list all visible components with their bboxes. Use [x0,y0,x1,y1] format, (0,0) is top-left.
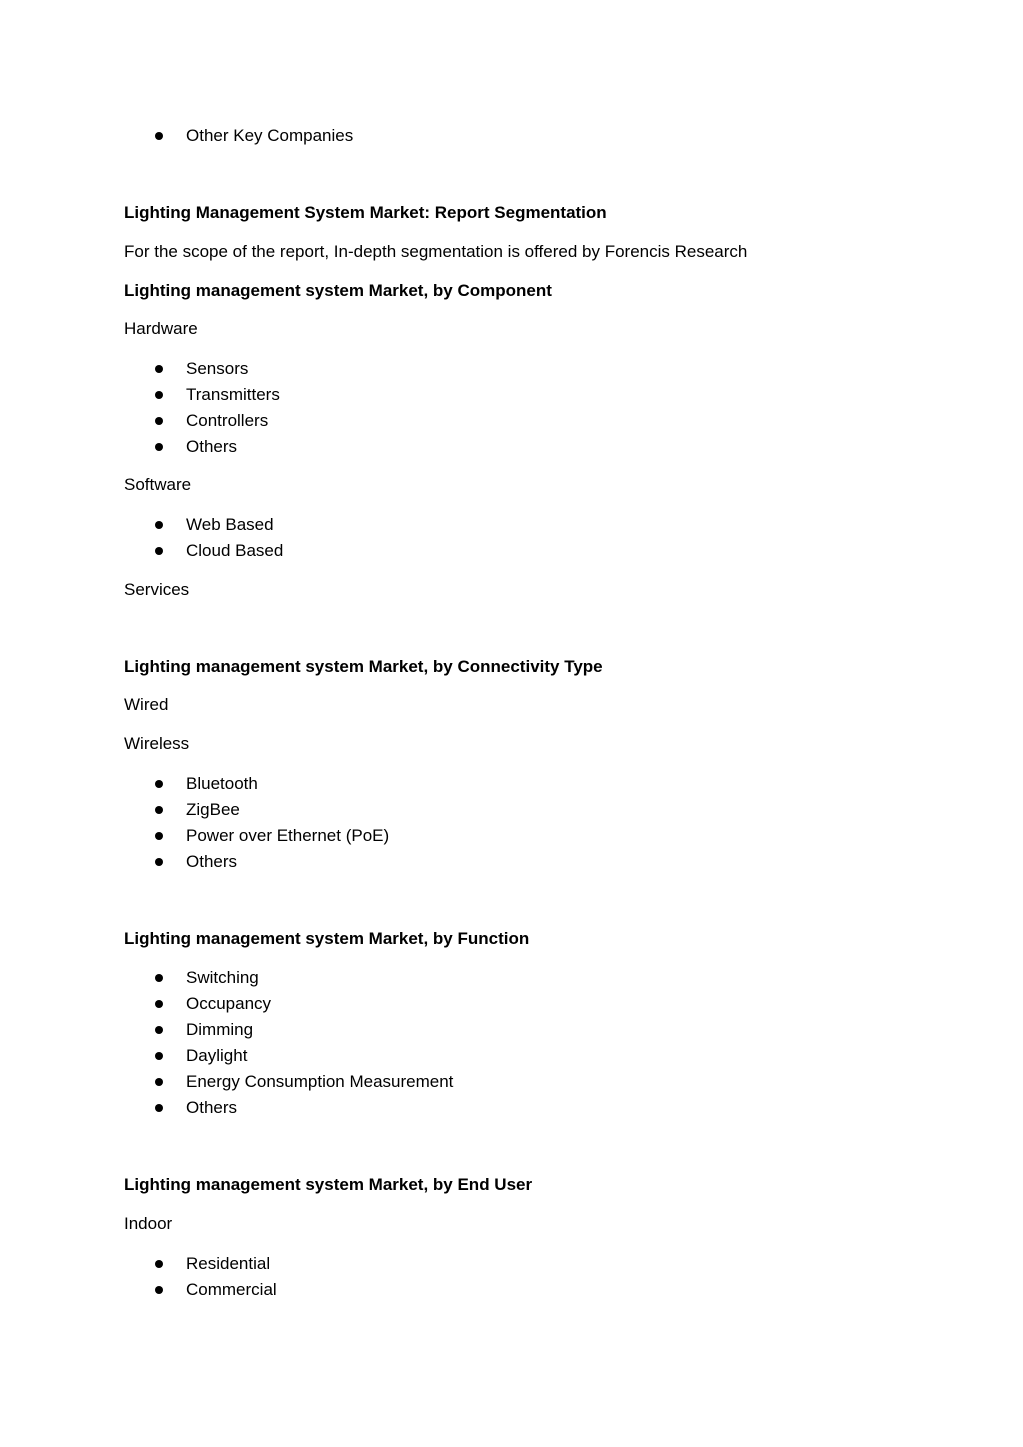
list-item-label: Others [186,852,238,871]
list-item [0,1280,900,1300]
subheading-software: Software [124,475,192,494]
list-item-label: Others [186,1098,238,1117]
list-item-label: Power over Ethernet (PoE) [186,826,390,845]
subheading-hardware: Hardware [124,319,198,338]
bullet-icon [155,1104,163,1112]
section-heading-component: Lighting management system Market, by Component [124,281,552,300]
bullet-icon [155,1000,163,1008]
list-item [0,1046,900,1066]
section-heading-end-user: Lighting management system Market, by End User [124,1175,533,1194]
bullet-icon [155,1286,163,1294]
bullet-icon [155,1260,163,1268]
list-item [0,852,900,872]
bullet-icon [155,132,163,140]
list-item-label: Daylight [186,1046,248,1065]
list-item [0,800,900,820]
list-item [0,1020,900,1040]
bullet-icon [155,832,163,840]
list-item [0,774,900,794]
list-item-label: ZigBee [186,800,240,819]
bullet-icon [155,1052,163,1060]
list-item [0,1254,900,1274]
list-item [0,385,900,405]
bullet-icon [155,521,163,529]
bullet-icon [155,365,163,373]
bullet-icon [155,974,163,982]
list-item [0,826,900,846]
bullet-icon [155,780,163,788]
list-item-label: Energy Consumption Measurement [186,1072,454,1091]
subheading-indoor: Indoor [124,1214,173,1233]
list-item-label: Cloud Based [186,541,284,560]
list-item-label: Occupancy [186,994,272,1013]
bullet-icon [155,417,163,425]
list-item-label: Controllers [186,411,269,430]
list-item [0,126,900,146]
bullet-icon [155,858,163,866]
list-item-label: Other Key Companies [186,126,354,145]
bullet-icon [155,547,163,555]
list-item [0,411,900,431]
segmentation-intro: For the scope of the report, In-depth segmentation is offered by Forencis Research [124,242,748,261]
list-item [0,541,900,561]
list-item-label: Web Based [186,515,274,534]
list-item-label: Commercial [186,1280,277,1299]
list-item-label: Bluetooth [186,774,258,793]
list-item [0,515,900,535]
list-item-label: Transmitters [186,385,280,404]
bullet-icon [155,391,163,399]
list-item [0,994,900,1014]
subheading-services: Services [124,580,190,599]
bullet-icon [155,443,163,451]
list-item-label: Dimming [186,1020,254,1039]
bullet-icon [155,1078,163,1086]
section-heading-function: Lighting management system Market, by Function [124,929,530,948]
list-item [0,1072,900,1092]
bullet-icon [155,806,163,814]
list-item [0,968,900,988]
list-item-label: Residential [186,1254,271,1273]
list-item [0,1098,900,1118]
list-item-label: Sensors [186,359,249,378]
list-item-label: Switching [186,968,259,987]
section-heading-connectivity: Lighting management system Market, by Connectivity Type [124,657,603,676]
section-heading-segmentation: Lighting Management System Market: Report Segmentation [124,203,607,222]
subheading-wired: Wired [124,695,169,714]
list-item-label: Others [186,437,238,456]
list-item [0,359,900,379]
bullet-icon [155,1026,163,1034]
list-item [0,437,900,457]
subheading-wireless: Wireless [124,734,190,753]
